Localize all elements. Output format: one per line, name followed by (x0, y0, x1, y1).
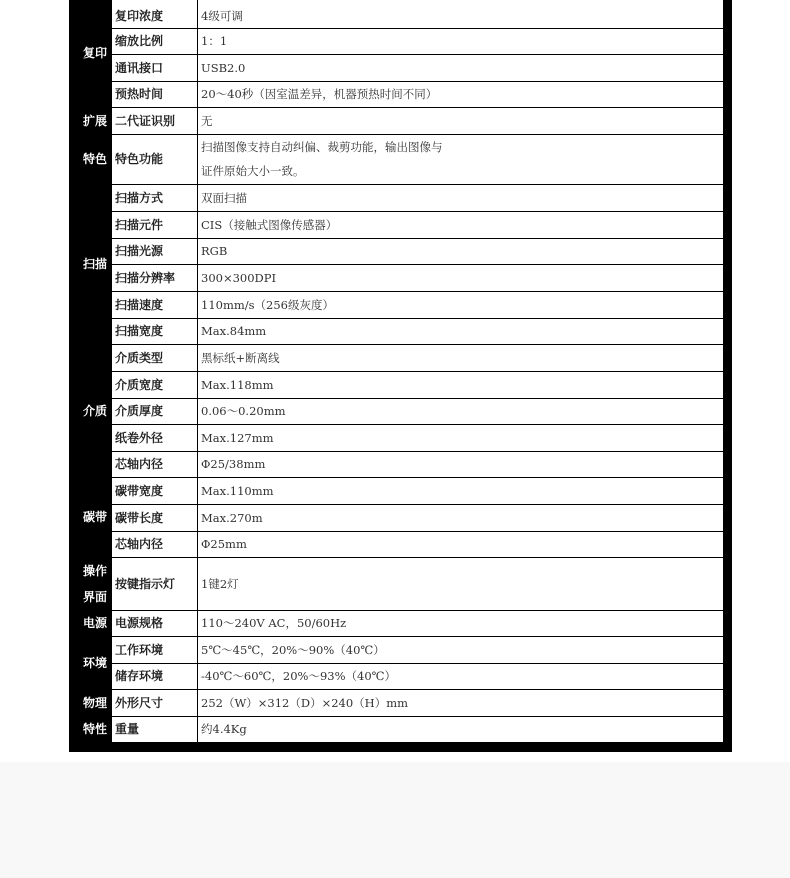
spec-value (198, 81, 724, 107)
category-cell (79, 344, 112, 477)
spec-value-text: 0.06～0.20mm (201, 404, 286, 418)
spec-value (198, 28, 724, 54)
table-row (79, 716, 724, 742)
spec-item-label: 工作环境 (112, 636, 198, 663)
spec-value (198, 504, 724, 531)
spec-item-label: 扫描速度 (112, 291, 198, 318)
spec-value (198, 663, 724, 689)
table-row (79, 424, 724, 451)
spec-value-text: 1键2灯 (201, 576, 239, 591)
spec-value (198, 424, 724, 451)
table-row (79, 610, 724, 636)
table-row (79, 504, 724, 531)
table-row (79, 689, 724, 716)
table-row (79, 28, 724, 54)
category-label: 复印 (82, 46, 107, 61)
spec-item-label: 扫描分辨率 (112, 264, 198, 291)
category-cell (79, 184, 112, 344)
category-label: 界面 (82, 589, 107, 604)
table-row (79, 107, 724, 134)
category-label: 扫描 (82, 257, 107, 271)
spec-value (198, 238, 724, 264)
spec-item-label: 碳带长度 (112, 504, 198, 531)
spec-item-label: 外形尺寸 (112, 689, 198, 716)
spec-item-label: 介质厚度 (112, 398, 198, 424)
table-row (79, 0, 724, 28)
category-label: 操作 (82, 563, 107, 578)
category-label: 特性 (82, 721, 107, 736)
table-row (79, 371, 724, 398)
spec-value (198, 264, 724, 291)
table-row (79, 344, 724, 371)
table-row (79, 636, 724, 663)
category-cell (79, 107, 112, 134)
spec-item-label: 纸卷外径 (112, 424, 198, 451)
category-cell (79, 557, 112, 610)
spec-item-label: 特色功能 (112, 134, 198, 184)
table-row (79, 54, 724, 81)
category-label: 电源 (82, 616, 107, 630)
spec-item-label: 扫描光源 (112, 238, 198, 264)
spec-value-text: 4级可调 (201, 8, 243, 23)
spec-value (198, 451, 724, 477)
spec-value-text: RGB (201, 244, 228, 258)
spec-item-label: 扫描方式 (112, 184, 198, 211)
spec-value-text: USB2.0 (201, 60, 246, 75)
category-cell (79, 0, 112, 107)
spec-table-body (79, 0, 724, 742)
spec-item-label: 芯轴内径 (112, 451, 198, 477)
spec-item-label: 储存环境 (112, 663, 198, 689)
spec-value-text: 黑标纸+断离线 (201, 350, 280, 365)
spec-item-label: 按键指示灯 (112, 557, 198, 610)
spec-item-label: 预热时间 (112, 81, 198, 107)
spec-value (198, 291, 724, 318)
category-cell (79, 636, 112, 689)
spec-value-text: 5℃～45℃，20%～90%（40℃） (201, 642, 385, 657)
spec-value-text: 110～240V AC，50/60Hz (201, 616, 347, 630)
spec-value-text: 1：1 (201, 34, 228, 48)
category-label: 碳带 (82, 510, 107, 524)
spec-item-label: 介质宽度 (112, 371, 198, 398)
spec-value (198, 610, 724, 636)
spec-value-text: Max.110mm (201, 483, 274, 498)
category-cell (79, 477, 112, 557)
spec-value-text: Φ25/38mm (201, 457, 266, 471)
table-row (79, 318, 724, 344)
spec-item-label: 二代证识别 (112, 107, 198, 134)
spec-value-text: 300×300DPI (201, 270, 277, 285)
spec-value-text: Φ25mm (201, 537, 247, 551)
spec-item-label: 扫描宽度 (112, 318, 198, 344)
spec-value (198, 371, 724, 398)
spec-table (78, 0, 724, 743)
spec-value (198, 689, 724, 716)
spec-item-label: 缩放比例 (112, 28, 198, 54)
spec-item-label: 碳带宽度 (112, 477, 198, 504)
spec-value (198, 0, 724, 28)
spec-item-label: 复印浓度 (112, 0, 198, 28)
spec-value (198, 716, 724, 742)
category-cell (79, 689, 112, 742)
category-cell (79, 134, 112, 184)
table-row (79, 211, 724, 238)
spec-value-text: 252（W）×312（D）×240（H）mm (201, 695, 408, 710)
spec-value-text: 约4.4Kg (201, 722, 247, 736)
table-row (79, 238, 724, 264)
table-row (79, 184, 724, 211)
spec-value-text: 双面扫描 (201, 190, 247, 205)
table-row (79, 451, 724, 477)
spec-value-text: -40℃～60℃，20%～93%（40℃） (201, 669, 396, 683)
spec-item-label: 芯轴内径 (112, 531, 198, 557)
category-label: 介质 (82, 403, 107, 418)
spec-value-text: 110mm/s（256级灰度） (201, 297, 334, 312)
spec-value-text: Max.84mm (201, 324, 267, 338)
spec-item-label: 扫描元件 (112, 211, 198, 238)
table-row (79, 291, 724, 318)
table-row (79, 134, 724, 184)
spec-value-text: CIS（接触式图像传感器） (201, 217, 338, 232)
spec-value (198, 344, 724, 371)
spec-value (198, 54, 724, 81)
table-row (79, 81, 724, 107)
table-row (79, 531, 724, 557)
spec-item-label: 通讯接口 (112, 54, 198, 81)
spec-item-label: 电源规格 (112, 610, 198, 636)
table-row (79, 477, 724, 504)
category-label: 环境 (82, 655, 107, 670)
spec-value-text: 20～40秒（因室温差异，机器预热时间不同） (201, 87, 438, 101)
table-row (79, 264, 724, 291)
spec-value (198, 557, 724, 610)
table-row (79, 398, 724, 424)
table-row (79, 663, 724, 689)
spec-value (198, 531, 724, 557)
spec-value-text: 证件原始大小一致。 (201, 164, 305, 178)
spec-value (198, 134, 724, 184)
spec-value (198, 107, 724, 134)
spec-value-text: Max.270m (201, 510, 263, 525)
spec-value-text: 无 (201, 113, 213, 128)
spec-value-text: Max.118mm (201, 377, 274, 392)
spec-value (198, 398, 724, 424)
category-label: 物理 (82, 695, 107, 710)
table-row (79, 557, 724, 610)
spec-value (198, 184, 724, 211)
spec-value (198, 318, 724, 344)
spec-item-label: 重量 (112, 716, 198, 742)
category-label: 扩展 (82, 113, 107, 128)
category-label: 特色 (82, 152, 107, 166)
spec-value-text: 扫描图像支持自动纠偏、裁剪功能，输出图像与 (201, 140, 443, 154)
spec-value (198, 211, 724, 238)
spec-value (198, 477, 724, 504)
spec-item-label: 介质类型 (112, 344, 198, 371)
spec-value-text: Max.127mm (201, 430, 274, 445)
spec-value (198, 636, 724, 663)
category-cell (79, 610, 112, 636)
